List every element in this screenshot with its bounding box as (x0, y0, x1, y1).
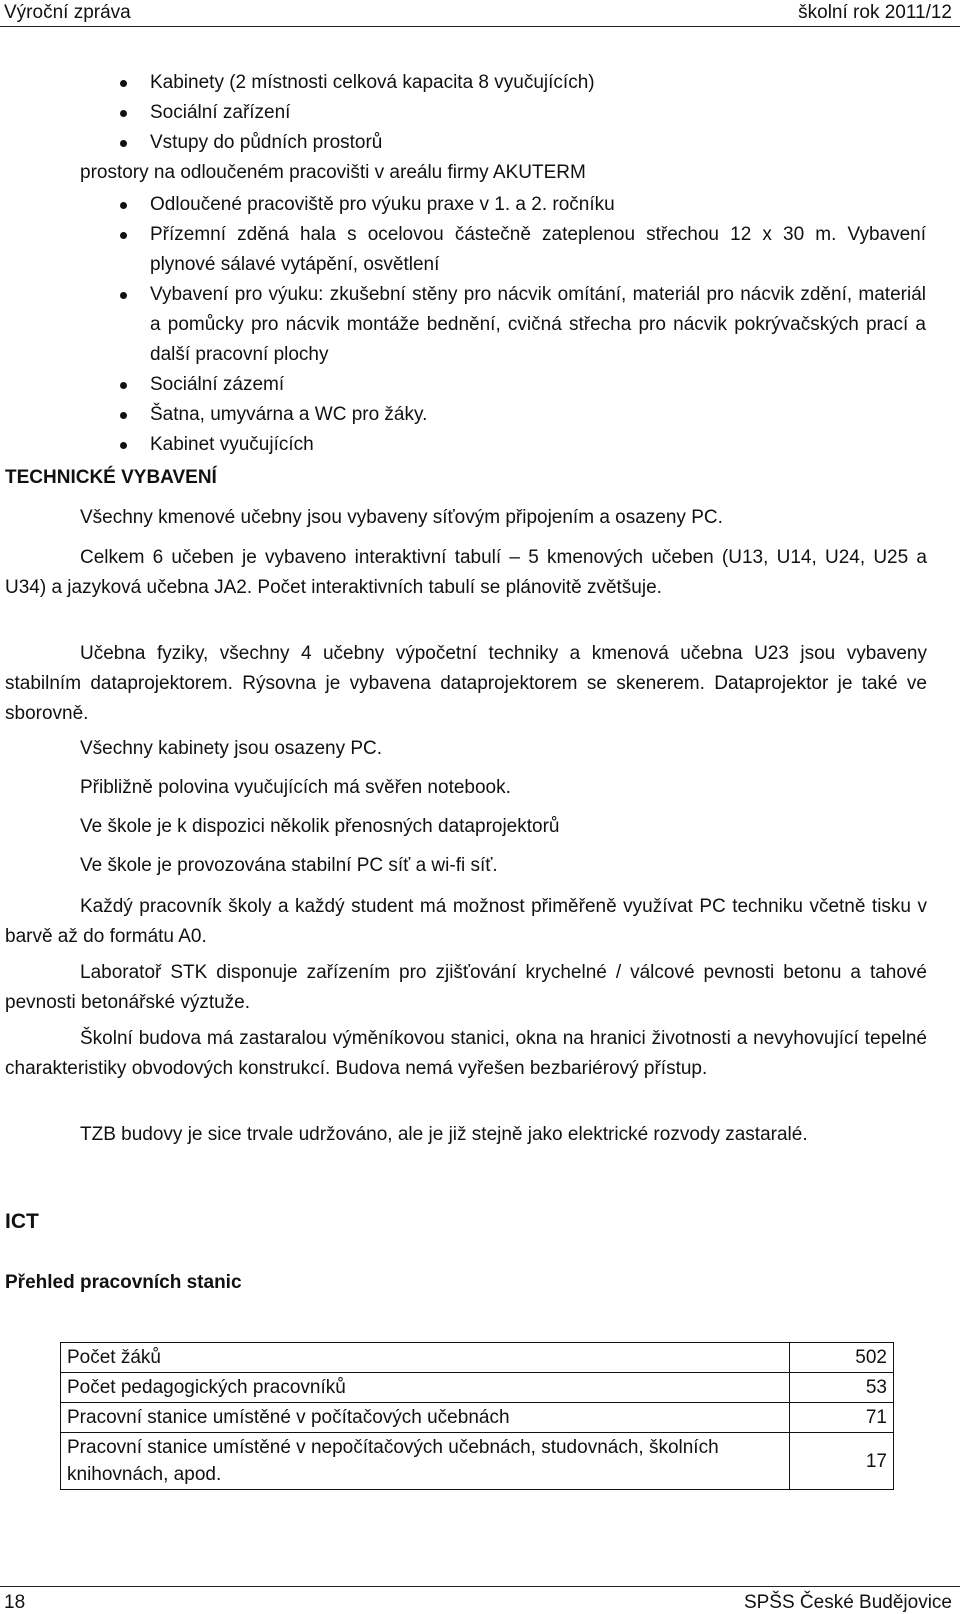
page-footer (0, 1586, 960, 1614)
header-title: Výroční zpráva (4, 2, 131, 23)
paragraph: Přibližně polovina vyučujících má svěřen notebook. (80, 777, 511, 798)
paragraph: Laboratoř STK disponuje zařízením pro zjišťování krychelné / válcové pevnosti betonu a tahové pevnosti betonářské výztuže. (5, 962, 927, 1013)
table-row (61, 1403, 894, 1433)
table-row (61, 1433, 894, 1490)
list-item: Přízemní zděná hala s ocelovou částečně zateplenou střechou 12 x 30 m. Vybavení plynové sálavé vytápění, osvětlení (120, 220, 926, 280)
page-number: 18 (4, 1592, 26, 1613)
section-heading-technical: TECHNICKÉ VYBAVENÍ (5, 467, 217, 488)
row-value: 71 (790, 1403, 894, 1433)
list-item: Vybavení pro výuku: zkušební stěny pro nácvik omítání, materiál pro nácvik zdění, materiál a pomůcky pro nácvik montáže bednění, cvičná střecha pro nácvik pokrývačských prací a další pracovní plochy (120, 280, 926, 370)
workstations-table (60, 1342, 894, 1490)
remote-heading: prostory na odloučeném pracovišti v areálu firmy AKUTERM (80, 162, 586, 183)
row-label: Počet pedagogických pracovníků (61, 1373, 790, 1403)
paragraph: Každý pracovník školy a každý student má možnost přiměřeně využívat PC techniku včetně tisku v barvě až do formátu A0. (5, 896, 927, 947)
page-header (0, 0, 960, 27)
list-item: Kabinety (2 místnosti celková kapacita 8 vyučujících) (120, 68, 920, 98)
table-heading: Přehled pracovních stanic (5, 1272, 242, 1293)
list-item: Sociální zázemí (120, 370, 926, 400)
row-value: 53 (790, 1373, 894, 1403)
row-label: Pracovní stanice umístěné v počítačových učebnách (61, 1403, 790, 1433)
paragraph: Všechny kabinety jsou osazeny PC. (80, 738, 383, 759)
list-item: Vstupy do půdních prostorů (120, 128, 920, 158)
table-row (61, 1373, 894, 1403)
list-item: Sociální zařízení (120, 98, 920, 128)
list-remote (120, 190, 926, 460)
header-school-year: školní rok 2011/12 (798, 2, 952, 23)
list-item: Šatna, umyvárna a WC pro žáky. (120, 400, 926, 430)
list-item: Odloučené pracoviště pro výuku praxe v 1. a 2. ročníku (120, 190, 926, 220)
paragraph: TZB budovy je sice trvale udržováno, ale je již stejně jako elektrické rozvody zastaralé. (80, 1124, 808, 1145)
section-heading-ict: ICT (5, 1210, 39, 1233)
paragraph: Všechny kmenové učebny jsou vybaveny síťovým připojením a osazeny PC. (80, 507, 723, 528)
row-value: 502 (790, 1343, 894, 1373)
table-row (61, 1343, 894, 1373)
row-label: Počet žáků (61, 1343, 790, 1373)
paragraph: Ve škole je k dispozici několik přenosných dataprojektorů (80, 816, 560, 837)
paragraph: Školní budova má zastaralou výměníkovou stanici, okna na hranici životnosti a nevyhovující tepelné charakteristiky obvodových konstrukcí. Budova nemá vyřešen bezbariérový přístup. (5, 1028, 927, 1079)
row-label: Pracovní stanice umístěné v nepočítačových učebnách, studovnách, školních knihovnách, apod. (61, 1433, 790, 1490)
paragraph: Ve škole je provozována stabilní PC síť a wi-fi síť. (80, 855, 498, 876)
list-main (120, 68, 920, 158)
paragraph: Celkem 6 učeben je vybaveno interaktivní tabulí – 5 kmenových učeben (U13, U14, U24, U25 a U34) a jazyková učebna JA2. Počet interaktivních tabulí se plánovitě zvětšuje. (5, 547, 927, 598)
paragraph: Učebna fyziky, všechny 4 učebny výpočetní techniky a kmenová učebna U23 jsou vybaveny stabilním dataprojektorem. Rýsovna je vybavena dataprojektorem se skenerem. Dataprojektor je také ve sborovně. (5, 643, 927, 724)
list-item: Kabinet vyučujících (120, 430, 926, 460)
footer-school-name: SPŠS České Budějovice (743, 1592, 952, 1613)
row-value: 17 (790, 1433, 894, 1490)
